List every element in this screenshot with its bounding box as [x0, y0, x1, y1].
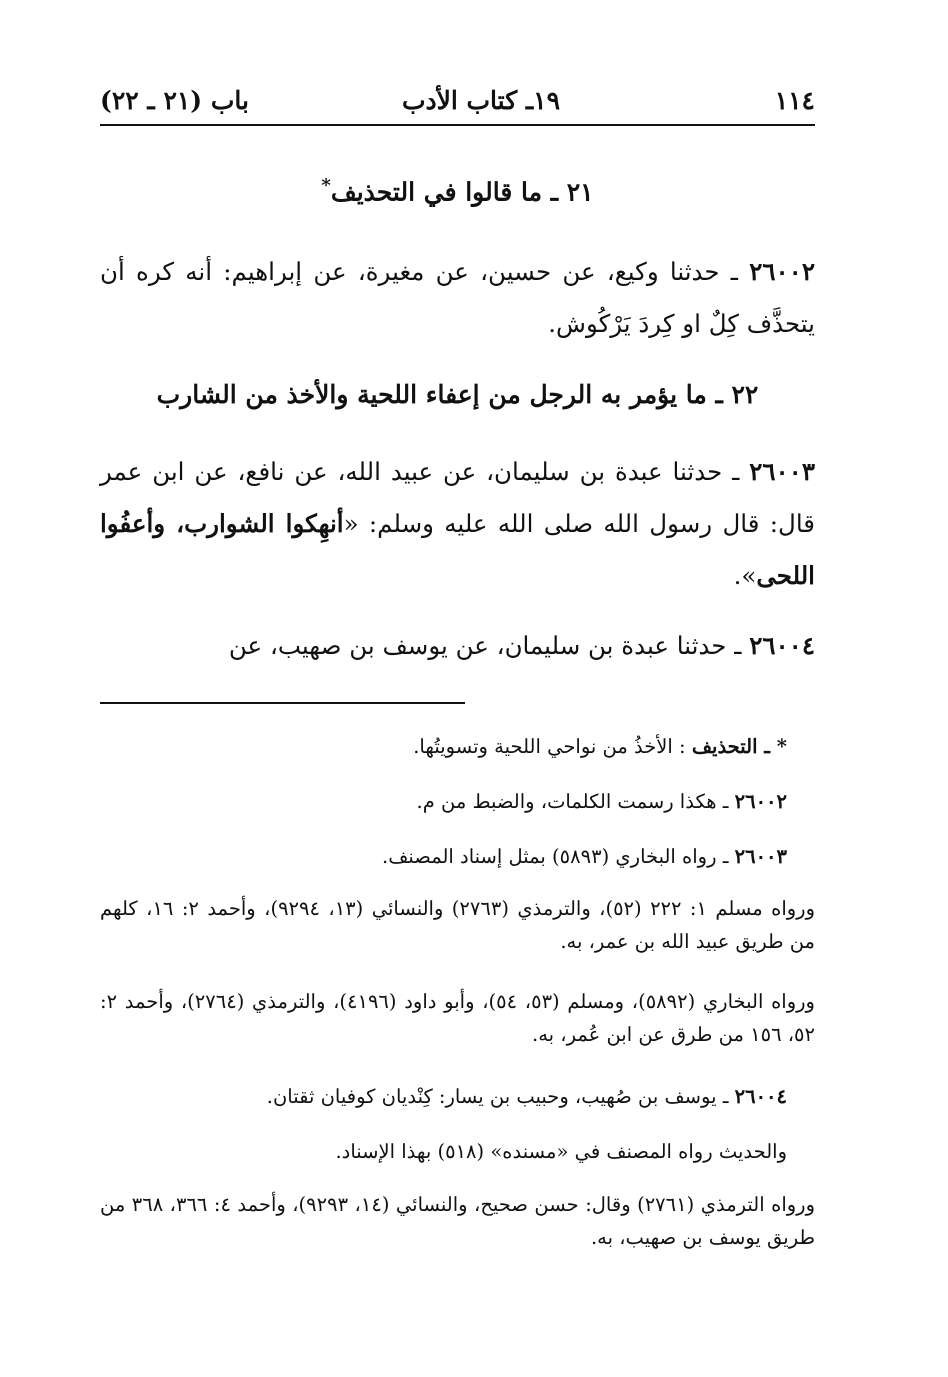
- footnote: [100, 985, 815, 1051]
- footnote-lead: * ـ التحذيف: [691, 735, 787, 758]
- chapter-range: باب (٢١ ـ ٢٢): [100, 86, 249, 115]
- footnote: [100, 1135, 815, 1168]
- hadith-text: ـ حدثنا عبدة بن سليمان، عن يوسف بن صهيب، عن: [228, 631, 750, 660]
- section-heading-21: [100, 175, 815, 206]
- hadith-number: ٢٦٠٠٣: [749, 457, 815, 486]
- footnote-text: ورواه مسلم ١: ٢٢٢ (٥٢)، والترمذي (٢٧٦٣) والنسائي (١٣، ٩٢٩٤)، وأحمد ٢: ١٦، كلهم من طريق عبيد الله بن عمر، به.: [100, 897, 816, 953]
- hadith-26003: [100, 446, 815, 602]
- footnote: [100, 1188, 815, 1254]
- footnote-lead: ٢٦٠٠٣: [734, 845, 787, 868]
- footnote-text: ـ رواه البخاري (٥٨٩٣) بمثل إسناد المصنف.: [382, 845, 735, 868]
- hadith-number: ٢٦٠٠٢: [749, 257, 815, 286]
- footnote-lead: ٢٦٠٠٤: [734, 1085, 787, 1108]
- footnote-text: ـ يوسف بن صُهيب، وحبيب بن يسار: كِنْديان كوفيان ثقتان.: [266, 1085, 735, 1108]
- book-title: ١٩ـ كتاب الأدب: [401, 86, 560, 115]
- hadith-text: ـ حدثنا وكيع، عن حسين، عن مغيرة، عن إبراهيم: أنه كره أن يتحذَّف كِلٌ او كِردَ يَرْكُوش.: [100, 257, 815, 338]
- footnote-text: والحديث رواه المصنف في «مسنده» (٥١٨) بهذا الإسناد.: [335, 1140, 787, 1163]
- hadith-26004: [100, 620, 815, 672]
- footnote: [100, 730, 815, 763]
- footnote-marker: *: [321, 175, 331, 196]
- hadith-text: ـ حدثنا عبدة بن سليمان، عن عبيد الله، عن نافع، عن ابن عمر قال: قال رسول الله صلى الله عليه وسلم: «: [100, 457, 815, 538]
- section-heading-22: ٢٢ ـ ما يؤمر به الرجل من إعفاء اللحية والأخذ من الشارب: [156, 380, 759, 409]
- book-page: [100, 80, 816, 1249]
- footnote-text: ـ هكذا رسمت الكلمات، والضبط من م.: [416, 790, 735, 813]
- footnote: [100, 892, 815, 958]
- section-heading-21-text: ٢١ ـ ما قالوا في التحذيف: [330, 177, 594, 207]
- hadith-26002: [100, 246, 815, 350]
- page-number: ١١٤: [774, 86, 815, 115]
- footnote-divider: [100, 702, 465, 704]
- footnote-lead: ٢٦٠٠٢: [734, 790, 787, 813]
- running-header: [100, 80, 815, 126]
- footnote: [100, 785, 815, 818]
- footnote: [100, 1080, 815, 1113]
- footnote-text: ورواه البخاري (٥٨٩٢)، ومسلم (٥٣، ٥٤)، وأبو داود (٤١٩٦)، والترمذي (٢٧٦٤)، وأحمد ٢: ٥٢، ١٥٦ من طرق عن ابن عُمر، به.: [100, 990, 815, 1046]
- footnote-text: : الأخذُ من نواحي اللحية وتسويتُها.: [413, 735, 686, 758]
- hadith-tail: ».: [733, 561, 757, 590]
- hadith-quote: أنهِكوا الشوارب، وأعفُوا اللحى: [100, 509, 815, 590]
- footnote-text: ورواه الترمذي (٢٧٦١) وقال: حسن صحيح، والنسائي (١٤، ٩٢٩٣)، وأحمد ٤: ٣٦٦، ٣٦٨ من طريق يوسف بن صهيب، به.: [100, 1193, 815, 1249]
- hadith-number: ٢٦٠٠٤: [749, 631, 815, 660]
- footnote: [100, 840, 815, 873]
